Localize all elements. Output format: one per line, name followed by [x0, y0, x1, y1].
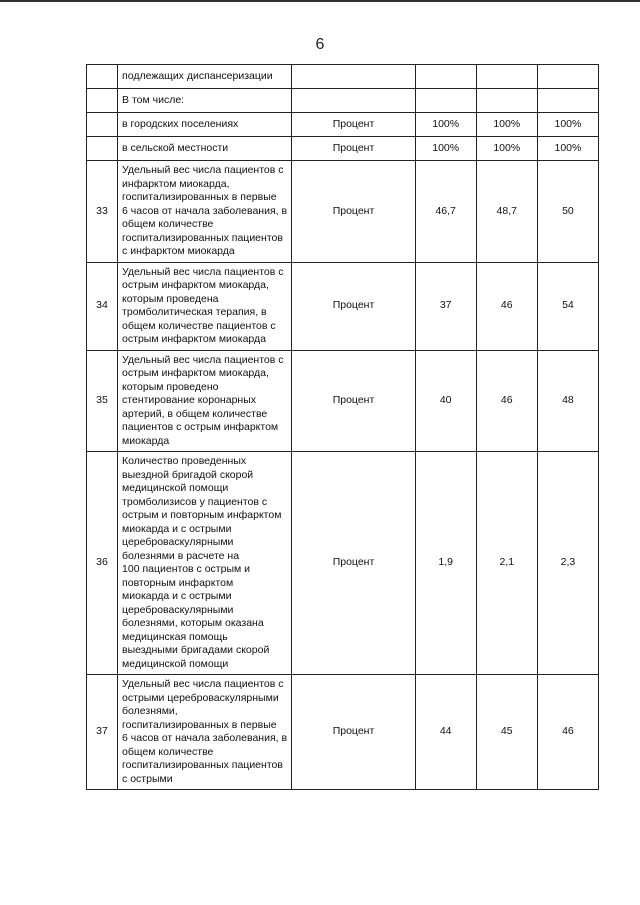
indicator-name-line: миокарда и с острыми: [122, 590, 232, 602]
table-row: [87, 452, 599, 675]
indicator-name-line: миокарда: [122, 434, 170, 447]
row-number-cell: 34: [87, 262, 118, 350]
indicator-name-line: подлежащих диспансеризации: [122, 69, 273, 82]
value-year-3-cell: 46: [537, 675, 598, 790]
value-year-1-cell: 100%: [415, 137, 476, 161]
table-row: [87, 262, 599, 350]
value-year-1-cell: 1,9: [415, 452, 476, 675]
indicator-name-line: болезнями в расчете на: [122, 549, 240, 562]
indicator-name-cell: [118, 452, 292, 675]
indicator-name-line: Удельный вес числа пациентов с: [122, 678, 284, 690]
value-year-1-cell: 100%: [415, 113, 476, 137]
value-year-2-cell: 100%: [476, 137, 537, 161]
indicator-name-line: цереброваскулярными: [122, 536, 234, 548]
value-year-2-cell: [476, 65, 537, 89]
row-number-cell: 37: [87, 675, 118, 790]
indicator-name-line: 6 часов от начала заболевания, в: [122, 732, 288, 744]
table-row: [87, 65, 599, 89]
page-number: 6: [315, 36, 325, 53]
indicator-name-line: артерий, в общем количестве: [122, 407, 268, 420]
indicator-name-line: инфарктом миокарда,: [122, 177, 230, 190]
indicator-name-line: острыми цереброваскулярными: [122, 691, 279, 704]
indicator-name-line: в городских поселениях: [122, 117, 239, 130]
indicator-name-cell: [118, 65, 292, 89]
indicator-name-line: медицинской помощи: [122, 657, 229, 670]
unit-cell: Процент: [292, 350, 415, 452]
indicator-name-line: острым и повторным инфарктом: [122, 509, 282, 521]
indicator-name-line: стентирование коронарных: [122, 394, 257, 406]
value-year-2-cell: 100%: [476, 113, 537, 137]
table-row: [87, 350, 599, 452]
unit-cell: Процент: [292, 262, 415, 350]
indicator-name-line: госпитализированных в первые: [122, 191, 277, 203]
indicator-name-cell: [118, 161, 292, 263]
indicator-name-line: болезнями,: [122, 705, 178, 717]
value-year-2-cell: 2,1: [476, 452, 537, 675]
indicator-name-cell: [118, 262, 292, 350]
row-number-cell: 35: [87, 350, 118, 452]
value-year-3-cell: [537, 65, 598, 89]
table-row: [87, 113, 599, 137]
indicator-name-line: медицинская помощь: [122, 630, 228, 643]
indicator-name-cell: [118, 350, 292, 452]
indicator-name-line: тромболитическая терапия, в: [122, 306, 267, 318]
indicator-name-line: миокарда и с острыми: [122, 522, 232, 535]
indicator-name-line: тромболизисов у пациентов с: [122, 495, 268, 508]
unit-cell: [292, 89, 415, 113]
indicator-name-line: госпитализированных пациентов: [122, 759, 283, 771]
indicator-name-line: общем количестве: [122, 218, 214, 230]
row-number-cell: [87, 113, 118, 137]
unit-cell: Процент: [292, 137, 415, 161]
value-year-3-cell: 48: [537, 350, 598, 452]
value-year-3-cell: 54: [537, 262, 598, 350]
table-row: [87, 161, 599, 263]
indicator-name-line: пациентов с острым инфарктом: [122, 421, 279, 433]
value-year-2-cell: 46: [476, 262, 537, 350]
value-year-2-cell: 45: [476, 675, 537, 790]
indicator-name-line: которым проведено: [122, 380, 219, 393]
top-border-line: [0, 0, 640, 2]
indicator-name-line: 100 пациентов с острым и: [122, 563, 251, 575]
indicator-name-cell: [118, 675, 292, 790]
indicator-name-line: болезнями, которым оказана: [122, 617, 264, 629]
row-number-cell: [87, 137, 118, 161]
row-number-cell: [87, 65, 118, 89]
unit-cell: Процент: [292, 452, 415, 675]
row-number-cell: 33: [87, 161, 118, 263]
indicator-name-line: повторным инфарктом: [122, 576, 234, 589]
indicator-name-line: В том числе:: [122, 93, 185, 106]
indicator-name-line: острым инфарктом миокарда,: [122, 367, 269, 379]
indicators-table: [86, 64, 599, 790]
value-year-3-cell: 100%: [537, 113, 598, 137]
table-row: [87, 89, 599, 113]
unit-cell: Процент: [292, 161, 415, 263]
indicator-name-line: в сельской местности: [122, 141, 229, 154]
indicator-name-line: которым проведена: [122, 292, 219, 305]
indicator-name-line: острым инфарктом миокарда: [122, 333, 266, 345]
indicator-name-line: 6 часов от начала заболевания, в: [122, 204, 288, 217]
table-row: [87, 137, 599, 161]
indicator-name-line: с острыми: [122, 772, 173, 785]
unit-cell: [292, 65, 415, 89]
indicator-name-line: с инфарктом миокарда: [122, 245, 235, 257]
row-number-cell: [87, 89, 118, 113]
indicator-name-line: госпитализированных в первые: [122, 718, 277, 731]
value-year-1-cell: 37: [415, 262, 476, 350]
value-year-1-cell: [415, 89, 476, 113]
unit-cell: Процент: [292, 113, 415, 137]
value-year-1-cell: 44: [415, 675, 476, 790]
value-year-1-cell: [415, 65, 476, 89]
table-row: [87, 675, 599, 790]
value-year-3-cell: [537, 89, 598, 113]
unit-cell: Процент: [292, 675, 415, 790]
value-year-3-cell: 100%: [537, 137, 598, 161]
value-year-3-cell: 50: [537, 161, 598, 263]
indicator-name-cell: [118, 89, 292, 113]
indicator-name-line: острым инфарктом миокарда,: [122, 279, 269, 291]
indicator-name-line: Количество проведенных: [122, 455, 247, 467]
indicator-name-line: выездной бригадой скорой: [122, 468, 254, 481]
indicator-name-line: медицинской помощи: [122, 482, 229, 494]
value-year-2-cell: 46: [476, 350, 537, 452]
indicator-name-line: общем количестве: [122, 745, 214, 758]
value-year-1-cell: 40: [415, 350, 476, 452]
indicator-name-line: Удельный вес числа пациентов с: [122, 353, 284, 366]
indicator-name-line: цереброваскулярными: [122, 603, 234, 616]
indicator-name-line: Удельный вес числа пациентов с: [122, 164, 284, 176]
value-year-2-cell: [476, 89, 537, 113]
row-number-cell: 36: [87, 452, 118, 675]
indicator-name-line: Удельный вес числа пациентов с: [122, 265, 284, 278]
indicator-name-line: госпитализированных пациентов: [122, 231, 283, 244]
value-year-1-cell: 46,7: [415, 161, 476, 263]
value-year-3-cell: 2,3: [537, 452, 598, 675]
indicator-name-line: выездными бригадами скорой: [122, 644, 270, 656]
table-body: [87, 65, 599, 790]
indicator-name-cell: [118, 113, 292, 137]
indicator-name-line: общем количестве пациентов с: [122, 319, 276, 332]
value-year-2-cell: 48,7: [476, 161, 537, 263]
indicator-name-cell: [118, 137, 292, 161]
